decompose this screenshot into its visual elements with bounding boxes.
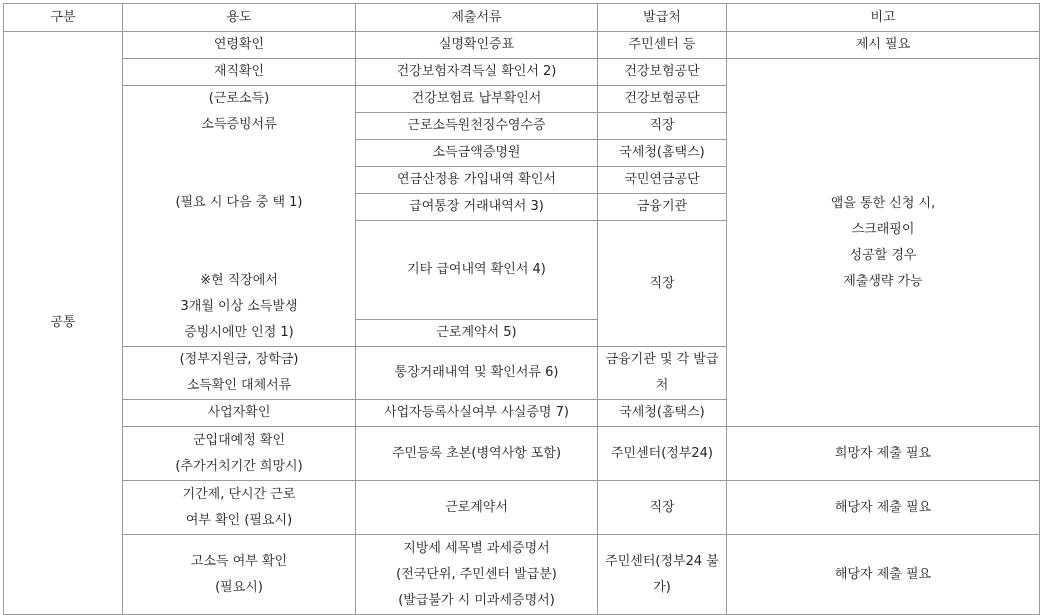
category-cell: 공통 [4, 32, 123, 615]
issuer-cell: 국세청(홈택스) [598, 400, 727, 427]
document-cell: 지방세 세목별 과세증명서 (전국단위, 주민센터 발급분) (발급불가 시 미과세증명서) [356, 535, 598, 615]
document-cell: 통장거래내역 및 확인서류 6) [356, 347, 598, 400]
issuer-cell: 직장 [598, 113, 727, 140]
issuer-cell: 금융기관 및 각 발급 처 [598, 347, 727, 400]
issuer-cell: 주민센터(정부24) [598, 427, 727, 481]
header-row [4, 4, 1040, 32]
remarks-cell: 제시 필요 [727, 32, 1040, 59]
document-cell: 기타 급여내역 확인서 4) [356, 221, 598, 320]
header-category: 구분 [4, 4, 123, 32]
issuer-cell: 직장 [598, 221, 727, 347]
remarks-cell: 해당자 제출 필요 [727, 535, 1040, 615]
header-documents: 제출서류 [356, 4, 598, 32]
document-cell: 급여통장 거래내역서 3) [356, 194, 598, 221]
table-row [4, 32, 1040, 59]
table-row [4, 535, 1040, 615]
header-remarks: 비고 [727, 4, 1040, 32]
issuer-cell: 국민연금공단 [598, 167, 727, 194]
issuer-cell: 금융기관 [598, 194, 727, 221]
header-purpose: 용도 [123, 4, 356, 32]
issuer-cell: 건강보험공단 [598, 59, 727, 86]
issuer-cell: 주민센터(정부24 불 가) [598, 535, 727, 615]
document-cell: 주민등록 초본(병역사항 포함) [356, 427, 598, 481]
issuer-cell: 주민센터 등 [598, 32, 727, 59]
purpose-cell-income: (근로소득) 소득증빙서류 (필요 시 다음 중 택 1) ※현 직장에서 3개월 이상 소득발생 증빙시에만 인정 1) [123, 86, 356, 347]
document-requirements-table [3, 3, 1040, 615]
purpose-cell: 기간제, 단시간 근로 여부 확인 (필요시) [123, 481, 356, 535]
purpose-cell: 사업자확인 [123, 400, 356, 427]
issuer-cell: 직장 [598, 481, 727, 535]
header-issuer: 발급처 [598, 4, 727, 32]
document-cell: 소득금액증명원 [356, 140, 598, 167]
document-cell: 연금산정용 가입내역 확인서 [356, 167, 598, 194]
document-cell: 근로계약서 5) [356, 320, 598, 347]
document-cell: 건강보험료 납부확인서 [356, 86, 598, 113]
purpose-cell: 재직확인 [123, 59, 356, 86]
purpose-cell: 군입대예정 확인 (추가거치기간 희망시) [123, 427, 356, 481]
remarks-cell: 해당자 제출 필요 [727, 481, 1040, 535]
document-cell: 건강보험자격득실 확인서 2) [356, 59, 598, 86]
document-cell: 근로소득원천징수영수증 [356, 113, 598, 140]
purpose-cell: 고소득 여부 확인 (필요시) [123, 535, 356, 615]
document-cell: 사업자등록사실여부 사실증명 7) [356, 400, 598, 427]
document-cell: 실명확인증표 [356, 32, 598, 59]
document-cell: 근로계약서 [356, 481, 598, 535]
remarks-cell-app-scraping: 앱을 통한 신청 시, 스크래핑이 성공할 경우 제출생략 가능 [727, 59, 1040, 427]
table-row [4, 427, 1040, 481]
remarks-cell: 희망자 제출 필요 [727, 427, 1040, 481]
table-row [4, 59, 1040, 86]
table-row [4, 481, 1040, 535]
purpose-cell: (정부지원금, 장학금) 소득확인 대체서류 [123, 347, 356, 400]
purpose-cell: 연령확인 [123, 32, 356, 59]
issuer-cell: 국세청(홈택스) [598, 140, 727, 167]
issuer-cell: 건강보험공단 [598, 86, 727, 113]
